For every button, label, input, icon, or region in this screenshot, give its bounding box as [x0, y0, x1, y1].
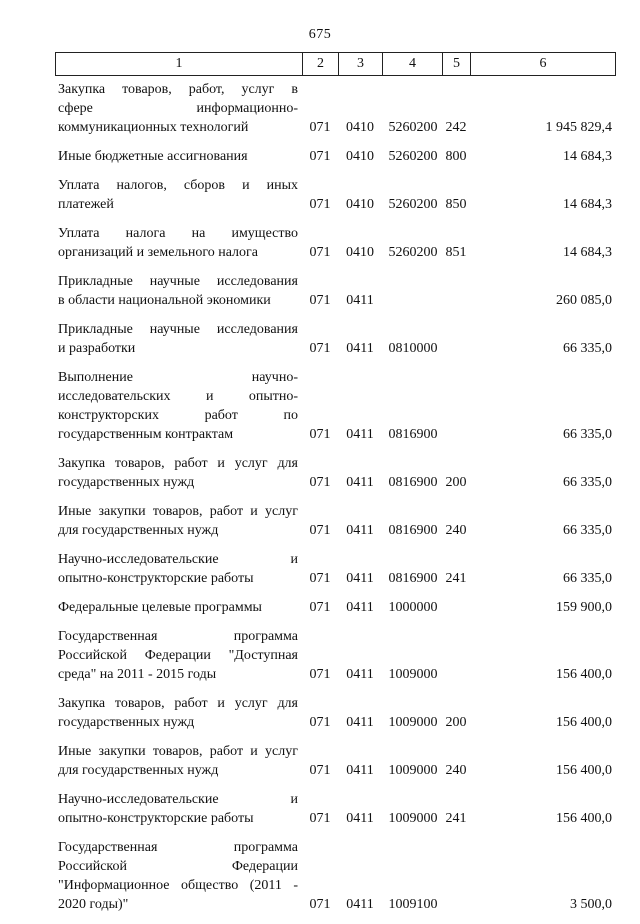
table-row	[55, 176, 616, 214]
row-name-line: государственных нужд	[58, 475, 195, 490]
row-name-line: платежей	[58, 197, 114, 212]
col-3-code: 0411	[346, 293, 374, 308]
col-5-code: 851	[445, 245, 467, 260]
col-5-code: 800	[445, 149, 467, 164]
col-3-code: 0411	[346, 715, 374, 730]
col-2-code: 071	[309, 763, 331, 778]
row-name-line: Федеральные целевые программы	[58, 600, 262, 615]
row-name	[55, 838, 302, 914]
col-6-amount: 156 400,0	[556, 667, 612, 682]
row-name-line: организаций и земельного налога	[58, 245, 258, 260]
row-name-line: конструкторских работ по	[58, 408, 298, 423]
table-row	[55, 147, 616, 166]
row-name-line: Российской Федерации "Доступная	[58, 648, 298, 663]
row-name-line: для государственных нужд	[58, 763, 219, 778]
header-col-3: 3	[339, 53, 383, 75]
table-row	[55, 454, 616, 492]
table-row	[55, 272, 616, 310]
col-2-code: 071	[309, 427, 331, 442]
col-5-code: 200	[445, 715, 467, 730]
col-3-code: 0411	[346, 523, 374, 538]
row-name	[55, 272, 302, 310]
col-2-code: 071	[309, 341, 331, 356]
row-name-line: Выполнение научно-	[58, 370, 298, 385]
col-5-code: 200	[445, 475, 467, 490]
col-3-code: 0410	[346, 245, 374, 260]
col-2-code: 071	[309, 600, 331, 615]
col-6-amount: 14 684,3	[563, 197, 612, 212]
row-name	[55, 502, 302, 540]
header-col-4: 4	[383, 53, 443, 75]
row-name-line: Иные бюджетные ассигнования	[58, 149, 248, 164]
table-row	[55, 224, 616, 262]
col-4-code: 5260200	[388, 197, 438, 212]
table-row	[55, 550, 616, 588]
col-3-code: 0411	[346, 427, 374, 442]
header-col-6: 6	[539, 56, 547, 71]
col-5-code: 241	[445, 571, 467, 586]
col-3-code: 0410	[346, 197, 374, 212]
col-2-code: 071	[309, 523, 331, 538]
col-6-amount: 1 945 829,4	[545, 120, 612, 135]
col-5-code: 240	[445, 763, 467, 778]
row-name-line: сфере информационно-	[58, 101, 298, 116]
col-4-code: 0816900	[388, 523, 438, 538]
row-name-line: опытно-конструкторские работы	[58, 811, 254, 826]
row-name-line: Иные закупки товаров, работ и услуг	[58, 504, 298, 519]
row-name-line: в области национальной экономики	[58, 293, 271, 308]
row-name	[55, 147, 302, 166]
col-5-code: 241	[445, 811, 467, 826]
page-number: 675	[308, 27, 332, 42]
row-name-line: исследовательских и опытно-	[58, 389, 298, 404]
row-name-line: Научно-исследовательские и	[58, 792, 298, 807]
row-name-line: Закупка товаров, работ и услуг для	[58, 456, 298, 471]
row-name-line: Уплата налога на имущество	[58, 226, 298, 241]
col-3-code: 0410	[346, 120, 374, 135]
col-3-code: 0411	[346, 475, 374, 490]
row-name-line: Прикладные научные исследования	[58, 274, 298, 289]
row-name	[55, 694, 302, 732]
col-2-code: 071	[309, 293, 331, 308]
col-6-amount: 66 335,0	[563, 571, 612, 586]
col-5-code: 850	[445, 197, 467, 212]
col-4-code: 5260200	[388, 120, 438, 135]
table-header	[55, 52, 616, 76]
table-row	[55, 790, 616, 828]
col-3-code: 0411	[346, 600, 374, 615]
header-col-1: 1	[56, 53, 303, 75]
row-name-line: Иные закупки товаров, работ и услуг	[58, 744, 298, 759]
col-4-code: 1000000	[388, 600, 438, 615]
col-3-code: 0411	[346, 811, 374, 826]
row-name-line: для государственных нужд	[58, 523, 219, 538]
row-name	[55, 368, 302, 444]
row-name-line: Закупка товаров, работ, услуг в	[58, 82, 298, 97]
col-6-amount: 3 500,0	[570, 897, 612, 912]
row-name-line: Государственная программа	[58, 840, 298, 855]
col-5-code: 240	[445, 523, 467, 538]
col-4-code: 1009000	[388, 667, 438, 682]
col-4-code: 0816900	[388, 427, 438, 442]
col-5-code: 242	[445, 120, 467, 135]
row-name-line: Прикладные научные исследования	[58, 322, 298, 337]
row-name	[55, 224, 302, 262]
col-3-code: 0410	[346, 149, 374, 164]
table-row	[55, 598, 616, 617]
row-name-line: государственных нужд	[58, 715, 195, 730]
header-col-5: 5	[443, 53, 471, 75]
col-2-code: 071	[309, 897, 331, 912]
table-row	[55, 80, 616, 137]
table-row	[55, 627, 616, 684]
col-6-amount: 14 684,3	[563, 149, 612, 164]
row-name-line: и разработки	[58, 341, 136, 356]
col-6-amount: 66 335,0	[563, 341, 612, 356]
row-name	[55, 742, 302, 780]
table-row	[55, 368, 616, 444]
col-4-code: 0810000	[388, 341, 438, 356]
row-name-line: опытно-конструкторские работы	[58, 571, 254, 586]
col-2-code: 071	[309, 149, 331, 164]
col-2-code: 071	[309, 120, 331, 135]
col-6-amount: 156 400,0	[556, 715, 612, 730]
col-6-amount: 66 335,0	[563, 475, 612, 490]
row-name-line: коммуникационных технологий	[58, 120, 249, 135]
table-row	[55, 502, 616, 540]
table-row	[55, 694, 616, 732]
row-name	[55, 176, 302, 214]
col-4-code: 5260200	[388, 245, 438, 260]
table-row	[55, 742, 616, 780]
col-2-code: 071	[309, 475, 331, 490]
row-name-line: Российской Федерации	[58, 859, 298, 874]
row-name	[55, 80, 302, 137]
col-2-code: 071	[309, 245, 331, 260]
row-name-line: Закупка товаров, работ и услуг для	[58, 696, 298, 711]
col-4-code: 5260200	[388, 149, 438, 164]
row-name	[55, 550, 302, 588]
col-2-code: 071	[309, 715, 331, 730]
col-6-amount: 156 400,0	[556, 811, 612, 826]
col-3-code: 0411	[346, 571, 374, 586]
col-2-code: 071	[309, 667, 331, 682]
header-col-2: 2	[303, 53, 339, 75]
col-4-code: 0816900	[388, 571, 438, 586]
row-name	[55, 598, 302, 617]
row-name-line: Государственная программа	[58, 629, 298, 644]
col-4-code: 1009000	[388, 763, 438, 778]
row-name-line: государственным контрактам	[58, 427, 234, 442]
row-name	[55, 320, 302, 358]
col-6-amount: 260 085,0	[556, 293, 612, 308]
row-name	[55, 627, 302, 684]
row-name-line: Уплата налогов, сборов и иных	[58, 178, 298, 193]
col-2-code: 071	[309, 811, 331, 826]
table-row	[55, 320, 616, 358]
col-2-code: 071	[309, 571, 331, 586]
row-name	[55, 454, 302, 492]
col-2-code: 071	[309, 197, 331, 212]
col-3-code: 0411	[346, 667, 374, 682]
row-name-line: "Информационное общество (2011 -	[58, 878, 298, 893]
table-row	[55, 838, 616, 914]
col-6-amount: 14 684,3	[563, 245, 612, 260]
col-6-amount: 66 335,0	[563, 523, 612, 538]
row-name	[55, 790, 302, 828]
col-6-amount: 159 900,0	[556, 600, 612, 615]
col-3-code: 0411	[346, 763, 374, 778]
col-6-amount: 66 335,0	[563, 427, 612, 442]
table-body	[55, 80, 616, 924]
col-4-code: 0816900	[388, 475, 438, 490]
row-name-line: среда" на 2011 - 2015 годы	[58, 667, 217, 682]
col-4-code: 1009000	[388, 715, 438, 730]
col-4-code: 1009100	[388, 897, 438, 912]
col-6-amount: 156 400,0	[556, 763, 612, 778]
row-name-line: Научно-исследовательские и	[58, 552, 298, 567]
col-4-code: 1009000	[388, 811, 438, 826]
col-3-code: 0411	[346, 897, 374, 912]
col-3-code: 0411	[346, 341, 374, 356]
row-name-line: 2020 годы)"	[58, 897, 129, 912]
